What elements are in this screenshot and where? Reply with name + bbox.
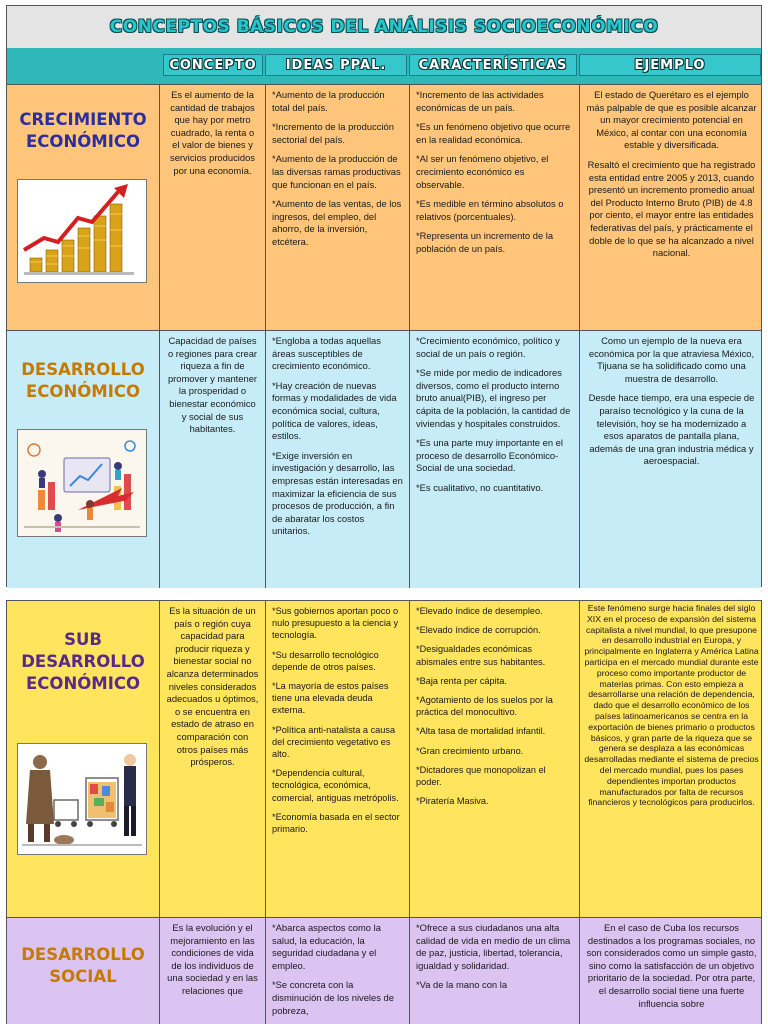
column-header-row bbox=[7, 48, 761, 84]
subdesarrollo-caract-9: *Piratería Masiva. bbox=[416, 796, 489, 807]
desarrollo-economico-concepto-text: Capacidad de países o regiones para crear riqueza a fin de promover y mantener la prosperidad o bienestar económico y social de sus habitantes. bbox=[167, 335, 258, 435]
desarrollo-economico-idea-3: *Exige inversión en investigación y desarrollo, las empresas están interesadas en maximizar la eficiencia de sus procesos de producción, a fin de abaratar los costos unitarios. bbox=[272, 449, 403, 537]
row-crecimiento-economico bbox=[7, 84, 761, 330]
header-ejemplo bbox=[579, 54, 761, 76]
subdesarrollo-idea-4: *Política anti-natalista a causa del crecimiento vegetativo es alto. bbox=[272, 724, 396, 760]
row-desarrollo-economico bbox=[7, 330, 761, 588]
desarrollo-economico-idea-1: *Engloba a todas aquellas áreas susceptibles de crecimiento económico. bbox=[272, 335, 381, 372]
crecimiento-title bbox=[7, 109, 159, 153]
crecimiento-label-cell bbox=[7, 85, 159, 330]
desarrollo-economico-title bbox=[7, 359, 159, 403]
subdesarrollo-ejemplo-text: Este fenómeno surge hacia finales del siglo XIX en el proceso de expansión del sistema capitalista a nivel mundial, lo que presupone en desarrollo industrial en Europa, y principalmente en Inglaterra y América Latina participa en el mercado mundial durante este proceso como importante productor de materias primas. Con esto empieza a desarrollarse una relación de dependencia, dado que el desarrollo económico de los países latinoamericanos se centra en la exportación de bienes primario o productos básicos, y gran parte de la riqueza que se genera se desplaza a las económicas desarrolladas mediante el sistema de precios del mercado mundial, pues los pases dependientes importan productos manufacturados por falta de recursos financieros y tecnológicos para producirlos. bbox=[584, 603, 759, 808]
title-bar bbox=[7, 6, 761, 48]
crecimiento-ideas-cell bbox=[265, 85, 409, 330]
header-concepto bbox=[163, 54, 263, 76]
crecimiento-idea-2: *Incremento de la producción sectorial del país. bbox=[272, 121, 394, 145]
desarrollo-social-idea-2: *Se concreta con la disminución de los niveles de pobreza, bbox=[272, 979, 394, 1016]
desarrollo-economico-concepto-cell bbox=[159, 331, 265, 588]
desarrollo-economico-title-line-2: ECONÓMICO bbox=[26, 382, 140, 401]
subdesarrollo-caract-5: *Agotamiento de los suelos por la práctica del monocultivo. bbox=[416, 695, 553, 718]
subdesarrollo-concepto-text: Es la situación de un país o región cuya capacidad para producir riqueza y bienestar social no alcanza determinados niveles considerados adecuados u óptimos, o se encuentra en estado de atraso en comparación con otros países más prósperos. bbox=[166, 605, 259, 768]
subdesarrollo-label-cell bbox=[7, 601, 159, 917]
desarrollo-economico-ejemplo-p2: Desde hace tiempo, era una especie de paraíso tecnológico y la cuna de la televisión, hoy se ha modernizado a esos aparatos de pantalla plana, además de una gran industria médica y aeroespacial. bbox=[588, 392, 755, 467]
subdesarrollo-idea-2: *Su desarrollo tecnológico depende de otros países. bbox=[272, 649, 379, 672]
crecimiento-ejemplo-p1: El estado de Querétaro es el ejemplo más palpable de que es posible alcanzar un mayor crecimiento potencial en México, al contar con una economía estable y diversificada. bbox=[586, 89, 757, 151]
subdesarrollo-caract-6: *Alta tasa de mortalidad infantil. bbox=[416, 726, 546, 737]
crecimiento-caracteristicas-cell bbox=[409, 85, 579, 330]
crecimiento-caract-5: *Representa un incremento de la población de un país. bbox=[416, 230, 554, 254]
header-caracteristicas bbox=[409, 54, 577, 76]
crecimiento-title-line-1: CRECIMIENTO bbox=[19, 110, 147, 129]
crecimiento-idea-1: *Aumento de la producción total del país. bbox=[272, 89, 385, 113]
page-title: CONCEPTOS BÁSICOS DEL ANÁLISIS SOCIOECONÓMICO bbox=[109, 17, 659, 37]
desarrollo-social-title-line-2: SOCIAL bbox=[49, 967, 117, 986]
desarrollo-social-ideas-cell bbox=[265, 918, 409, 1024]
desarrollo-economico-idea-2: *Hay creación de nuevas formas y modalidades de vida económica social, cultura, política de valores, ideas, estilos. bbox=[272, 379, 397, 442]
crecimiento-caract-2: *Es un fenómeno objetivo que ocurre en la realidad económica. bbox=[416, 121, 571, 145]
row-desarrollo-social bbox=[7, 917, 761, 1024]
crecimiento-ejemplo-cell bbox=[579, 85, 763, 330]
desarrollo-economico-caract-1: *Crecimiento económico, político y social de un país o región. bbox=[416, 335, 560, 359]
subdesarrollo-caract-2: *Elevado índice de corrupción. bbox=[416, 625, 541, 636]
crecimiento-title-line-2: ECONÓMICO bbox=[26, 132, 140, 151]
subdesarrollo-caract-4: *Baja renta per cápita. bbox=[416, 675, 507, 686]
subdesarrollo-idea-5: *Dependencia cultural, tecnológica, económica, comercial, antiguas metrópolis. bbox=[272, 768, 399, 803]
desarrollo-social-concepto-text: Es la evolución y el mejoramiento en las condiciones de vida de los individuos de una sociedad y en las relaciones que bbox=[167, 922, 258, 996]
subdesarrollo-ideas-cell bbox=[265, 601, 409, 917]
header-concepto-label: CONCEPTO bbox=[169, 57, 257, 73]
subdesarrollo-concepto-cell bbox=[159, 601, 265, 917]
desarrollo-social-title bbox=[7, 944, 159, 988]
desarrollo-economico-caracteristicas-cell bbox=[409, 331, 579, 588]
poverty-vs-wealth-shoppers-icon bbox=[17, 743, 147, 855]
subdesarrollo-title-line-1: SUB bbox=[64, 630, 102, 649]
desarrollo-social-caract-1: *Ofrece a sus ciudadanos una alta calidad de vida en medio de un clima de paz, justicia, libertad, tolerancia, igualdad y solidaridad. bbox=[416, 922, 571, 971]
concepts-table-part-1 bbox=[6, 5, 762, 587]
crecimiento-idea-4: *Aumento de las ventas, de los ingresos, del empleo, del ahorro, de la inversión, etcétera. bbox=[272, 198, 402, 247]
subdesarrollo-idea-6: *Economía basada en el sector primario. bbox=[272, 811, 400, 835]
crecimiento-caract-4: *Es medible en término absolutos o relativos (porcentuales). bbox=[416, 198, 564, 222]
crecimiento-caract-3: *Al ser un fenómeno objetivo, el crecimiento económico es observable. bbox=[416, 153, 549, 190]
header-caracteristicas-label: CARACTERÍSTICAS bbox=[418, 57, 568, 73]
desarrollo-economico-caract-2: *Se mide por medio de indicadores diversos, como el producto interno bruto anual(PIB), el ingreso per cápita de la población, la cantidad de viviendas y hospitales construidos. bbox=[416, 367, 571, 429]
subdesarrollo-caract-1: *Elevado índice de desempleo. bbox=[416, 606, 543, 616]
desarrollo-economico-ejemplo-p1: Como un ejemplo de la nueva era económica por la que atraviesa México, Tijuana se ha solidificado como una muestra de desarrollo. bbox=[588, 335, 755, 384]
subdesarrollo-caract-7: *Gran crecimiento urbano. bbox=[416, 745, 524, 756]
desarrollo-social-ejemplo-cell bbox=[579, 918, 763, 1024]
header-ideas bbox=[265, 54, 407, 76]
crecimiento-concepto-text: Es el aumento de la cantidad de trabajos que hay por metro cuadrado, la renta o el valor de bienes y servicios producidos por una economía. bbox=[170, 89, 255, 176]
desarrollo-economico-label-cell bbox=[7, 331, 159, 588]
header-ejemplo-label: EJEMPLO bbox=[634, 57, 706, 73]
subdesarrollo-idea-3: *La mayoría de estos países tiene una elevada deuda externa. bbox=[272, 681, 389, 716]
crecimiento-caract-1: *Incremento de las actividades económicas de un país. bbox=[416, 89, 544, 113]
subdesarrollo-idea-1: *Sus gobiernos aportan poco o nulo presupuesto a la ciencia y tecnología. bbox=[272, 606, 399, 641]
subdesarrollo-caract-3: *Desigualdades económicas abismales entre sus habitantes. bbox=[416, 644, 546, 667]
row-subdesarrollo-economico bbox=[7, 601, 761, 917]
desarrollo-economico-ejemplo-cell bbox=[579, 331, 763, 588]
desarrollo-social-concepto-cell bbox=[159, 918, 265, 1024]
subdesarrollo-title-line-2: DESARROLLO bbox=[21, 652, 145, 671]
header-ideas-label: IDEAS PPAL. bbox=[285, 57, 387, 73]
subdesarrollo-ejemplo-cell bbox=[579, 601, 763, 917]
crecimiento-ejemplo-p2: Resaltó el crecimiento que ha registrado esta entidad entre 2005 y 2013, cuando presentó un incremento promedio anual del Producto Interno Bruto (PIB) de 4.8 por ciento, el mayor entre las entidades federativas del país, y prácticamente el doble de lo que se ha alcanzado a nivel nacional. bbox=[587, 158, 756, 259]
desarrollo-social-idea-1: *Abarca aspectos como la salud, la educación, la seguridad ciudadana y el empleo. bbox=[272, 922, 381, 971]
business-growth-team-icon bbox=[17, 429, 147, 537]
desarrollo-social-caracteristicas-cell bbox=[409, 918, 579, 1024]
desarrollo-economico-title-line-1: DESARROLLO bbox=[21, 360, 145, 379]
desarrollo-social-title-line-1: DESARROLLO bbox=[21, 945, 145, 964]
desarrollo-social-label-cell bbox=[7, 918, 159, 1024]
desarrollo-social-caract-2: *Va de la mano con la bbox=[416, 979, 508, 991]
subdesarrollo-title bbox=[7, 629, 159, 695]
growth-chart-coins-icon bbox=[17, 179, 147, 283]
subdesarrollo-caract-8: *Dictadores que monopolizan el poder. bbox=[416, 764, 546, 788]
subdesarrollo-caracteristicas-cell bbox=[409, 601, 579, 917]
crecimiento-concepto-cell bbox=[159, 85, 265, 330]
desarrollo-economico-caract-4: *Es cualitativo, no cuantitativo. bbox=[416, 481, 544, 493]
desarrollo-economico-caract-3: *Es una parte muy importante en el proceso de desarrollo Económico-Social de una sociedad. bbox=[416, 437, 563, 474]
desarrollo-economico-ideas-cell bbox=[265, 331, 409, 588]
concepts-table-part-2 bbox=[6, 600, 762, 1024]
subdesarrollo-title-line-3: ECONÓMICO bbox=[26, 674, 140, 693]
crecimiento-idea-3: *Aumento de la producción de las diversas ramas productivas que funcionan en el país. bbox=[272, 153, 401, 190]
desarrollo-social-ejemplo-text: En el caso de Cuba los recursos destinados a los programas sociales, no son considerados como un simple gasto, sino como la satisfacción de un objetivo prioritario de la sociedad. Por otra parte, el desarrollo social tiene una fuerte influencia sobre bbox=[586, 922, 757, 1009]
